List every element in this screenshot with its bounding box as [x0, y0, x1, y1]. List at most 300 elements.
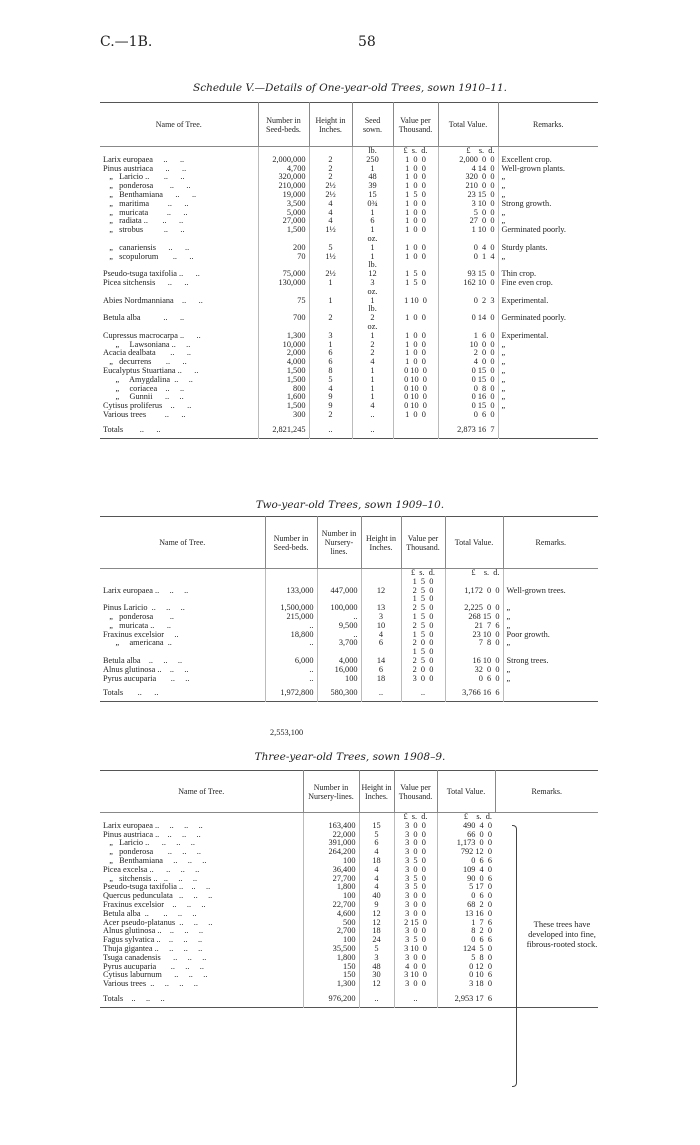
table-cell: £ s. d. — [438, 147, 498, 156]
table-cell: 2 — [352, 341, 393, 350]
table-cell: 700 — [258, 314, 309, 323]
table-cell: „ — [503, 604, 598, 613]
schedule-title: Schedule V.—Details of One-year-old Trees, sown 1910–11. — [193, 82, 507, 94]
table-cell: .. — [394, 989, 437, 1008]
table-cell: „ ponderosa .. .. — [103, 181, 191, 191]
table-row — [100, 314, 598, 323]
col-seed-sown: Seed sown. — [352, 103, 393, 147]
table-cell: 4 — [361, 631, 401, 640]
table-cell: 5 8 0 — [437, 954, 495, 963]
table-cell: 3 — [361, 613, 401, 622]
table-cell: 792 12 0 — [437, 848, 495, 857]
table-cell: 8 2 0 — [437, 927, 495, 936]
table-cell — [265, 569, 317, 578]
table-cell: 2 — [309, 314, 352, 323]
table-cell — [503, 683, 598, 702]
col-total-value: Total Value. — [438, 103, 498, 147]
table-cell: 4 — [359, 848, 394, 857]
table-cell: 3 5 0 — [394, 883, 437, 892]
col-height: Height in Inches. — [309, 103, 352, 147]
table-cell: 2,000 — [258, 349, 309, 358]
table-cell: 23 15 0 — [438, 191, 498, 200]
table-cell: 447,000 — [317, 587, 361, 596]
table-cell: .. — [361, 683, 401, 702]
table-cell: Cytisus proliferus .. .. — [103, 401, 192, 411]
table-cell: Larix europaea .. .. — [103, 154, 185, 164]
table-cell: £ s. d. — [401, 569, 445, 578]
table-cell: 2 5 0 — [401, 604, 445, 613]
table-cell: 1 0 0 — [393, 200, 438, 209]
table-cell: 4,700 — [258, 165, 309, 174]
table-cell: 100,000 — [317, 604, 361, 613]
table-cell: 0 10 0 — [393, 385, 438, 394]
table-cell: Various trees .. .. — [103, 409, 186, 419]
table-cell: 0 10 0 — [393, 376, 438, 385]
table-cell: 27,000 — [258, 217, 309, 226]
table-cell: 0 12 0 — [437, 963, 495, 972]
table-cell: 75 — [258, 297, 309, 306]
table-cell: 10,000 — [258, 341, 309, 350]
table-cell: Totals .. .. — [103, 688, 159, 698]
table-cell: „ — [503, 622, 598, 631]
table-cell: „ strobus .. .. — [103, 225, 185, 235]
table-cell: 1 6 0 — [438, 332, 498, 341]
table-cell: 18,800 — [265, 631, 317, 640]
table-cell: 3,700 — [317, 639, 361, 648]
table-cell: 1,800 — [303, 954, 359, 963]
table-cell: 130,000 — [258, 279, 309, 288]
table-cell: 210 0 0 — [438, 182, 498, 191]
table-cell: 320 0 0 — [438, 173, 498, 182]
table-cell: 4 14 0 — [438, 165, 498, 174]
table-cell: „ Laricio .. .. .. .. — [103, 838, 195, 848]
table-cell: Pinus austriaca .. .. — [103, 163, 187, 173]
table-cell: Tsuga canadensis .. .. .. — [103, 952, 207, 962]
table-cell: Larix europaea .. .. .. — [103, 585, 189, 595]
table-cell: 100 — [303, 936, 359, 945]
table-cell: 1 — [352, 253, 393, 262]
table-cell: 93 15 0 — [438, 270, 498, 279]
table-cell: 0 15 0 — [438, 402, 498, 411]
table-cell: £ s. d. — [394, 813, 437, 822]
table-cell: 2,700 — [303, 927, 359, 936]
table-cell: 3 10 0 — [394, 945, 437, 954]
table-cell: 2 0 0 — [438, 349, 498, 358]
table-cell: oz. — [352, 235, 393, 244]
table-cell: 268 15 0 — [445, 613, 503, 622]
table-cell: Acacia dealbata .. .. — [103, 348, 192, 358]
table-cell: 1 — [352, 209, 393, 218]
table-cell: 1 0 0 — [393, 217, 438, 226]
table-cell: „ — [498, 349, 598, 358]
table-cell — [393, 420, 438, 439]
table-cell: 4 0 0 — [438, 358, 498, 367]
table-cell: Picea excelsa .. .. .. .. — [103, 864, 200, 874]
table-cell: .. — [352, 420, 393, 439]
table-cell: 2 5 0 — [401, 657, 445, 666]
table-cell: 70 — [258, 253, 309, 262]
table-cell: 5 — [359, 945, 394, 954]
table-cell: „ — [498, 402, 598, 411]
table-cell: 3 5 0 — [394, 857, 437, 866]
table-cell: „ — [503, 639, 598, 648]
table-cell: 6 — [361, 666, 401, 675]
table-cell: 0 15 0 — [438, 367, 498, 376]
table-cell: .. — [317, 631, 361, 640]
table-cell: 1 — [352, 297, 393, 306]
table-cell: 2,225 0 0 — [445, 604, 503, 613]
table-cell: „ americana .. — [103, 638, 172, 648]
table-cell: 13 — [361, 604, 401, 613]
table-cell: Sturdy plants. — [498, 244, 598, 253]
table-cell: 109 4 0 — [437, 866, 495, 875]
table-cell: 100 — [303, 892, 359, 901]
table-cell: 4 — [359, 875, 394, 884]
table-cell: Alnus glutinosa .. .. .. .. — [103, 926, 204, 936]
table-cell: 6,000 — [265, 657, 317, 666]
table-cell: 2 — [309, 156, 352, 165]
table-cell: 1,800 — [303, 883, 359, 892]
table-cell: 2,821,245 — [258, 420, 309, 439]
table-cell: 1 10 0 — [438, 226, 498, 235]
table-cell: 580,300 — [317, 683, 361, 702]
table-cell: £ s. d. — [445, 569, 503, 578]
table-cell: 3 18 0 — [437, 980, 495, 989]
table-cell: Experimental. — [498, 297, 598, 306]
table-cell: 150 — [303, 971, 359, 980]
table-cell: 1 — [309, 297, 352, 306]
one-year-old-trees-table — [100, 102, 598, 439]
table-cell: 2,000 0 0 — [438, 156, 498, 165]
table-cell: „ — [498, 385, 598, 394]
table-cell: 1 0 0 — [393, 349, 438, 358]
table-cell: 1 — [352, 376, 393, 385]
table-cell: 10 — [361, 622, 401, 631]
table-cell: 22,700 — [303, 901, 359, 910]
table-cell: Well-grown plants. — [498, 165, 598, 174]
three-year-old-trees-table — [100, 770, 598, 1008]
table-cell: 4 — [309, 209, 352, 218]
table-cell: 40 — [359, 892, 394, 901]
table-cell: 163,400 — [303, 822, 359, 831]
table-cell: 1 7 6 — [437, 919, 495, 928]
table-cell: Betula alba .. .. — [103, 313, 185, 323]
table-cell: „ — [498, 393, 598, 402]
table-cell: „ Amygdalina .. .. — [103, 374, 193, 384]
table-cell: 1 0 0 — [393, 341, 438, 350]
table-cell: 3 0 0 — [394, 927, 437, 936]
table-cell: £ s. d. — [393, 147, 438, 156]
table-cell: 1,500 — [258, 367, 309, 376]
table-cell: 2 — [309, 411, 352, 420]
table-cell: 9 — [359, 901, 394, 910]
table-row — [100, 587, 598, 596]
table-cell: 3 0 0 — [394, 848, 437, 857]
table-cell: 1 5 0 — [393, 279, 438, 288]
table-cell: 1 0 0 — [393, 209, 438, 218]
table-cell — [100, 569, 265, 578]
table-cell: 23 10 0 — [445, 631, 503, 640]
table-cell: 3 0 0 — [394, 892, 437, 901]
table-cell: 0 10 0 — [393, 402, 438, 411]
table-cell: 500 — [303, 919, 359, 928]
table-cell: 3 10 0 — [438, 200, 498, 209]
table-cell: „ muricata .. .. — [103, 620, 171, 630]
col-remarks: Remarks. — [495, 771, 598, 813]
table-cell: 0 10 0 — [393, 367, 438, 376]
table-cell: 1 5 0 — [393, 270, 438, 279]
table-cell: Fine even crop. — [498, 279, 598, 288]
table-cell: 1,600 — [258, 393, 309, 402]
table-cell: 1,500 — [258, 226, 309, 235]
table-cell: 1,173 0 0 — [437, 839, 495, 848]
table-cell: Pinus Laricio .. .. .. — [103, 603, 185, 613]
table-cell: 1 — [352, 332, 393, 341]
table-cell: 9,500 — [317, 622, 361, 631]
table-cell: 3,766 16 6 — [445, 683, 503, 702]
table-cell: 1,300 — [303, 980, 359, 989]
table-cell: „ muricata .. .. — [103, 207, 188, 217]
table-cell: 5 — [309, 244, 352, 253]
table-cell: 8 — [309, 367, 352, 376]
table-cell: 3 0 0 — [394, 839, 437, 848]
table-cell: Quercus pedunculata .. .. .. — [103, 891, 213, 901]
table-cell: 4 — [359, 866, 394, 875]
table-cell: 215,000 — [265, 613, 317, 622]
table-cell: Alnus glutinosa .. .. .. — [103, 664, 189, 674]
table-cell: 490 4 0 — [437, 822, 495, 831]
table-cell: .. — [265, 622, 317, 631]
table-cell: „ — [503, 613, 598, 622]
table-cell: 1 5 0 — [401, 631, 445, 640]
table-cell: 18 — [361, 675, 401, 684]
table-cell: Betula alba .. .. .. — [103, 655, 183, 665]
table-cell: 1 0 0 — [393, 332, 438, 341]
table-cell — [317, 569, 361, 578]
table-cell: 2 5 0 — [401, 622, 445, 631]
table-cell: 2½ — [309, 182, 352, 191]
table-cell: 15 — [359, 822, 394, 831]
table-cell: 2 0 0 — [401, 639, 445, 648]
table-cell: 7 8 0 — [445, 639, 503, 648]
table-cell: 16 10 0 — [445, 657, 503, 666]
table-cell: „ — [498, 376, 598, 385]
table-cell: „ canariensis .. .. — [103, 242, 190, 252]
table-cell: .. — [265, 639, 317, 648]
table-cell: 35,500 — [303, 945, 359, 954]
table-cell: 2 — [352, 314, 393, 323]
table-cell: 1,300 — [258, 332, 309, 341]
table-cell: 0 2 3 — [438, 297, 498, 306]
table-cell: Germinated poorly. — [498, 226, 598, 235]
table-cell: Pyrus aucuparia .. .. .. — [103, 961, 204, 971]
col-name-of-tree: Name of Tree. — [159, 538, 206, 547]
table-cell: 1 — [352, 367, 393, 376]
table-cell: 3 0 0 — [394, 831, 437, 840]
table-cell: Larix europaea .. .. .. .. — [103, 820, 203, 830]
table-cell: 1 — [309, 341, 352, 350]
table-cell: Pyrus aucuparia .. .. — [103, 673, 190, 683]
table-cell: 1 — [352, 226, 393, 235]
table-cell: 1 5 0 — [401, 613, 445, 622]
table-cell: Abies Nordmanniana .. .. — [103, 295, 203, 305]
col-height: Height in Inches. — [361, 517, 401, 569]
table-cell: 3 5 0 — [394, 875, 437, 884]
table-cell: 3 0 0 — [401, 675, 445, 684]
table-cell: 66 0 0 — [437, 831, 495, 840]
table-cell: 3 0 0 — [394, 822, 437, 831]
col-total-value: Total Value. — [437, 771, 495, 813]
col-total-value: Total Value. — [445, 517, 503, 569]
table-cell: 12 — [352, 270, 393, 279]
col-remarks: Remarks. — [498, 103, 598, 147]
table-cell: 1 — [352, 385, 393, 394]
table-cell: 4,600 — [303, 910, 359, 919]
table-cell: 0 6 6 — [437, 857, 495, 866]
table-cell: Fraxinus excelsior .. .. .. — [103, 899, 206, 909]
table-cell: Eucalyptus Stuartiana .. .. — [103, 365, 199, 375]
table-cell: 3,500 — [258, 200, 309, 209]
two-year-combined-total: 2,553,100 — [270, 728, 304, 737]
totals-row — [100, 683, 598, 702]
table-cell: „ decurrens .. .. — [103, 357, 187, 367]
table-cell: 2½ — [309, 191, 352, 200]
table-cell: Germinated poorly. — [498, 314, 598, 323]
table-cell: 2 5 0 — [401, 587, 445, 596]
table-cell: Fagus sylvatica .. .. .. .. — [103, 935, 203, 945]
two-year-title: Two-year-old Trees, sown 1909–10. — [255, 499, 445, 511]
table-cell: 5 17 0 — [437, 883, 495, 892]
table-cell — [361, 569, 401, 578]
table-cell: .. — [352, 411, 393, 420]
table-cell: 3 — [309, 332, 352, 341]
table-cell: 16,000 — [317, 666, 361, 675]
table-cell: 2½ — [309, 270, 352, 279]
table-cell: lb. — [352, 261, 393, 270]
table-cell: 14 — [361, 657, 401, 666]
table-cell: Poor growth. — [503, 631, 598, 640]
table-cell: Thuja gigantea .. .. .. .. — [103, 943, 203, 953]
col-value-per-thousand: Value per Thousand. — [394, 771, 437, 813]
three-year-title: Three-year-old Trees, sown 1908–9. — [254, 751, 446, 763]
col-number-nursery-lines: Number in Nursery-lines. — [303, 771, 359, 813]
table-row — [100, 253, 598, 262]
table-cell: 6 — [352, 217, 393, 226]
table-cell: „ — [498, 173, 598, 182]
table-cell — [503, 595, 598, 604]
col-name-of-tree: Name of Tree. — [178, 787, 225, 796]
table-cell: 1½ — [309, 226, 352, 235]
table-cell: 0 6 6 — [437, 936, 495, 945]
table-cell: 320,000 — [258, 173, 309, 182]
table-cell: 1 — [309, 279, 352, 288]
table-cell: 250 — [352, 156, 393, 165]
table-cell: 3 0 0 — [394, 980, 437, 989]
table-cell: 6 — [359, 839, 394, 848]
table-cell: 36,400 — [303, 866, 359, 875]
table-cell: 27 0 0 — [438, 217, 498, 226]
table-cell: 2,953 17 6 — [437, 989, 495, 1008]
table-cell: lb. — [352, 305, 393, 314]
col-value-per-thousand: Value per Thousand. — [401, 517, 445, 569]
table-cell: 4 — [309, 200, 352, 209]
table-row — [100, 411, 598, 420]
table-cell: 100 — [317, 675, 361, 684]
table-cell: Betula alba .. .. .. .. — [103, 908, 197, 918]
table-cell: 3 5 0 — [394, 936, 437, 945]
table-cell: 4,000 — [317, 657, 361, 666]
table-cell: 48 — [359, 963, 394, 972]
table-cell: „ ponderosa .. .. .. — [103, 847, 201, 857]
totals-row — [100, 420, 598, 439]
table-cell: 150 — [303, 963, 359, 972]
table-cell: 133,000 — [265, 587, 317, 596]
col-value-per-thousand: Value per Thousand. — [393, 103, 438, 147]
table-cell: Fraxinus excelsior .. — [103, 629, 179, 639]
table-row — [100, 297, 598, 306]
table-cell: 1,500 — [258, 376, 309, 385]
table-cell: „ Benthamiana .. .. .. — [103, 855, 207, 865]
page-number: 58 — [358, 34, 376, 50]
table-cell: 27,700 — [303, 875, 359, 884]
table-cell: „ radiata .. .. .. — [103, 216, 184, 226]
table-cell: 4 — [352, 402, 393, 411]
table-cell: Totals .. .. .. — [103, 993, 165, 1003]
table-cell: 3 0 0 — [394, 954, 437, 963]
table-cell: 124 5 0 — [437, 945, 495, 954]
table-cell: 3 0 0 — [394, 901, 437, 910]
table-cell: .. — [317, 613, 361, 622]
table-cell: 0¾ — [352, 200, 393, 209]
table-cell: 10 0 0 — [438, 341, 498, 350]
table-cell: 200 — [258, 244, 309, 253]
table-cell: 6 — [361, 639, 401, 648]
table-cell: 5 — [359, 831, 394, 840]
table-cell: „ — [498, 358, 598, 367]
col-number-seed-beds: Number in Seed-beds. — [265, 517, 317, 569]
totals-row — [100, 989, 598, 1008]
table-cell: 1 — [352, 244, 393, 253]
table-cell: 68 2 0 — [437, 901, 495, 910]
table-cell: 90 0 6 — [437, 875, 495, 884]
table-cell: 75,000 — [258, 270, 309, 279]
table-cell: 12 — [359, 919, 394, 928]
table-cell: 6 — [309, 358, 352, 367]
table-cell: 300 — [258, 411, 309, 420]
table-cell: 3 10 0 — [394, 971, 437, 980]
table-cell: 9 — [309, 393, 352, 402]
table-cell: .. — [359, 989, 394, 1008]
table-cell: 21 7 6 — [445, 622, 503, 631]
table-cell: 1 0 0 — [393, 156, 438, 165]
table-cell: 5 0 0 — [438, 209, 498, 218]
col-number-seed-beds: Number in Seed-beds. — [258, 103, 309, 147]
table-cell: Thin crop. — [498, 270, 598, 279]
table-cell: „ — [498, 217, 598, 226]
table-cell: .. — [309, 420, 352, 439]
table-cell: 1 0 0 — [393, 173, 438, 182]
table-cell: 1 5 0 — [401, 578, 445, 587]
table-cell: 3 0 0 — [394, 866, 437, 875]
table-cell: lb. — [352, 147, 393, 156]
table-cell: „ — [503, 666, 598, 675]
table-cell: Pseudo-tsuga taxifolia .. .. .. — [103, 882, 211, 892]
col-number-nursery-lines: Number in Nursery-lines. — [317, 517, 361, 569]
table-cell: 2 — [309, 173, 352, 182]
col-name-of-tree: Name of Tree. — [155, 120, 202, 129]
table-cell: 391,000 — [303, 839, 359, 848]
table-cell: „ scopulorum .. .. — [103, 251, 194, 261]
